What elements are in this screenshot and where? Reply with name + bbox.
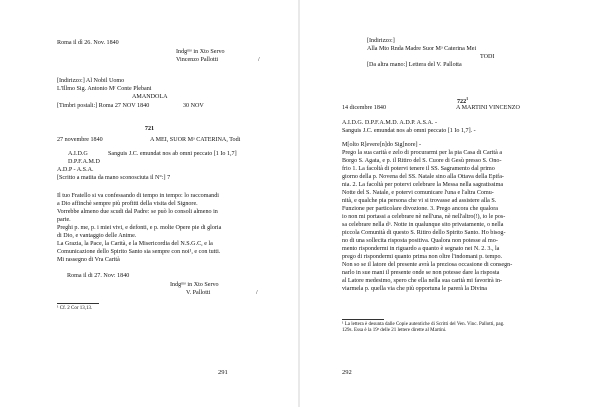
body-line: frio 1. La facoltà di potervi tenere il SS. Sagramento dal primo <box>342 166 495 172</box>
letter-date: 14 dicembre 1840 <box>342 105 386 111</box>
body-line: Il tuo Fratello si va confessando di tempo in tempo: lo raccomandi <box>57 193 219 199</box>
body-line: Borgo S. Agata, e p. il Ritiro del S. Cuore di Gesù presso S. Ono- <box>342 158 502 164</box>
body-line: giorno della p. Novena del SS. Natale sino alla Ottava della Epifa- <box>342 174 504 180</box>
postal-stamps: [Timbri postali:] Roma 27 NOV 1840 <box>57 103 150 109</box>
signature-name: Vincenzo Pallotti <box>176 57 219 63</box>
letter-number-footnote-ref: 1 <box>466 96 469 101</box>
body-line: narlo in sue mani il presente onde se non potesse dare la risposta <box>342 270 500 276</box>
footnote: ¹ Cf. 2 Cor 13,13. <box>57 306 93 311</box>
invocation-line: A.I.D.G. D.P.F.A.M.D. A.D.P. A.S.A. - <box>342 120 437 126</box>
body-line: nia. 2. La facoltà per potervi celebrare la Messa nella sagratissima <box>342 182 504 188</box>
left-page <box>0 0 299 407</box>
body-line: piccola Comunità di questo S. Ritiro dello Spirito Santo. Ho bisog- <box>342 230 506 236</box>
footnote-rule <box>57 303 99 304</box>
body-line: al Latore medesimo, spero che ella nella sua carità mi favorirà in- <box>342 278 503 284</box>
right-page <box>300 0 599 407</box>
footnote-line: 129s. Essa è la 19ᵃ delle 21 lettere dirette al Martini. <box>342 328 447 333</box>
invocation-adp: A.D.P - A.S.A. <box>57 167 94 173</box>
body-line: prego di rispondermi quanto prima non oltre l'indomani p. tempo. <box>342 254 503 260</box>
body-line: Prego la sua carità e zelo di procurarmi per la pia Casa di Carità a <box>342 150 503 156</box>
body-line: Comunicazione dello Spirito Santo sia sempre con noi¹, e con tutti. <box>57 249 221 255</box>
closing-signature-line: Indgᵐᵒ in Xto Servo <box>176 49 225 55</box>
body-line: nità, e qualche pia persona che vi si trovasse ad assistere alla S. <box>342 198 497 204</box>
closing-mark: / <box>256 290 258 296</box>
invocation-sanguis: Sanguis J.C. emundat nos ab omni peccato [1 Io 1,7] <box>108 151 237 157</box>
editor-note: [Scritto a matita da mano sconosciuta il N°:] 7 <box>57 175 171 181</box>
body-line: Non so se il latore del presente avrà la preziosa occasione di consegn- <box>342 262 513 268</box>
letter-recipient: A MARTINI VINCENZO <box>456 105 520 111</box>
signature-name: V. Pallotti <box>186 290 211 296</box>
letter-recipient: A MEI, SUOR Mᵃ CATERINA, Todi <box>150 137 241 143</box>
address-line: [Indirizzo:] Al Nobil Uomo <box>57 78 125 84</box>
page-number: 291 <box>218 369 228 376</box>
footnote-line: ¹ La lettera è desunta dalle Copie autentiche di Scritti del Ven. Vinc. Pallotti, pag. <box>342 322 505 327</box>
letter-number-value: 722 <box>457 99 467 106</box>
invocation-sanguis: Sanguis J.C. emundat nos ab omni peccato [1 Io 1,7]. - <box>342 128 476 134</box>
postal-stamp-date: 30 NOV <box>183 103 204 109</box>
address-line: [Indirizzo:] <box>367 38 395 44</box>
body-line: Mi rassegno di Vra Carità <box>57 257 120 263</box>
letter-number: 721 <box>144 126 155 132</box>
closing-signature-line: Indgᵐᵒ in Xto Servo <box>170 282 219 288</box>
body-line: io non mi portassi a celebrare nè nell'una, nè nell'altro(!), io le pos- <box>342 214 506 220</box>
body-line: Vorrebbe almeno due scudi dal Padre: se può lo consoli almeno in <box>57 209 218 215</box>
body-line: La Grazia, la Pace, la Carità, e la Misericordia del N.S.G.C, e la <box>57 241 213 247</box>
body-line: Funzione per particolare divozione. 3. Prego ancora che qualora <box>342 206 499 212</box>
body-line: a Dio affinchè sempre più profitti della visita del Signore. <box>57 201 198 207</box>
invocation-aidg: A.I.D.G <box>68 151 88 157</box>
body-line: mento rispondermi in riguardo a quanto è segnato nei N. 2. 3., la <box>342 246 500 252</box>
body-line: parte. <box>57 217 71 223</box>
body-line: M[olto R]evere[n]do Sig[nore] - <box>342 142 422 148</box>
address-note: [Da altra mano:] Lettera del V. Pallotta <box>367 62 462 68</box>
address-line: Alla Mto Rnda Madre Suor Mᵃ Caterina Mei <box>367 46 477 52</box>
closing-date: Roma il dì 26. Nov. 1840 <box>57 40 119 46</box>
body-line: viarmela p. quella via che più opportuna le parerà la Divina <box>342 286 488 292</box>
footnote-rule <box>342 319 384 320</box>
body-line: Notte del S. Natale, e potervi comunicare l'una e l'altra Comu- <box>342 190 494 196</box>
closing-mark: / <box>258 57 260 63</box>
body-line: no di una sollecita risposta positiva. Qualora non potesse al mo- <box>342 238 498 244</box>
address-city: TODI <box>480 54 495 60</box>
address-city: AMANDOLA <box>132 94 168 100</box>
address-line: L'Illmo Sig. Antonio Mʳ Conte Plebani <box>57 86 152 92</box>
invocation-dpfamd: D.P.F.A.M.D <box>68 159 100 165</box>
page-number: 292 <box>342 369 352 376</box>
closing-date: Roma il di 27. Nov: 1840 <box>67 273 130 279</box>
body-line: sa celebrare nella dᵃ. Notte in qualunque sito privatamente, o nella <box>342 222 504 228</box>
body-line: di Dio, e vantaggio delle Anime. <box>57 233 137 239</box>
body-line: Preghi p. me, p. i miei vivi, e defonti, e p. molte Opere pie di gloria <box>57 225 222 231</box>
letter-date: 27 novembre 1840 <box>57 137 103 143</box>
